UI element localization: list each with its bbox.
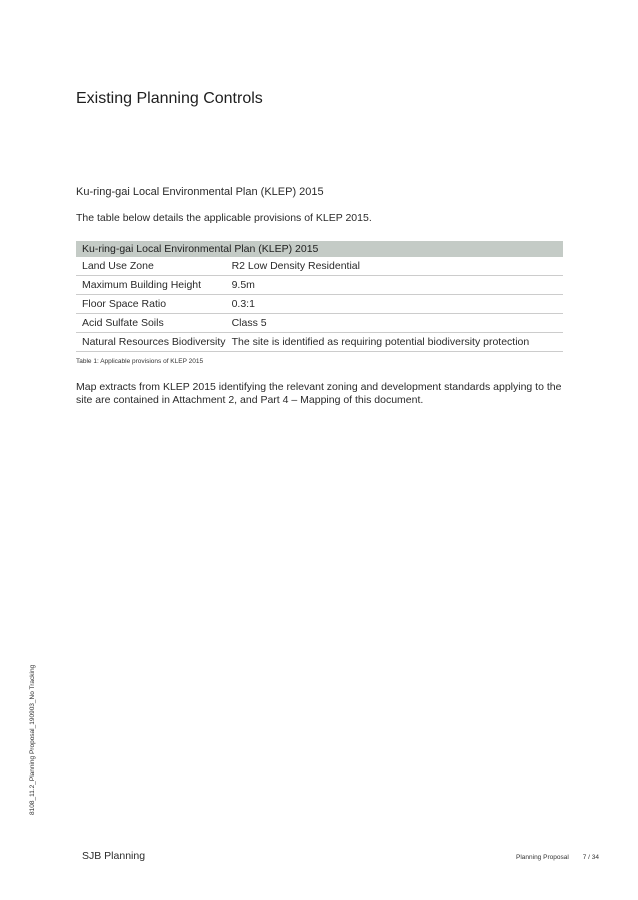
row-label: Acid Sulfate Soils	[76, 314, 226, 333]
page-number: 7 / 34	[582, 854, 600, 861]
row-value: Class 5	[226, 314, 563, 333]
row-label: Natural Resources Biodiversity	[76, 333, 226, 352]
table-header: Ku-ring-gai Local Environmental Plan (KLEP) 2015	[76, 241, 563, 257]
row-label: Floor Space Ratio	[76, 295, 226, 314]
row-value: R2 Low Density Residential	[226, 257, 563, 276]
footer-doc-name: Planning Proposal	[516, 854, 569, 861]
footer-right	[516, 854, 599, 861]
document-reference-sidebar: 8108_11.2_Planning Proposal_190903_No Tracking	[29, 664, 36, 815]
body-paragraph: Map extracts from KLEP 2015 identifying the relevant zoning and development standards applying to the site are contained in Attachment 2, and Part 4 – Mapping of this document.	[76, 381, 562, 406]
intro-text: The table below details the applicable provisions of KLEP 2015.	[76, 212, 372, 224]
row-label: Land Use Zone	[76, 257, 226, 276]
table-row	[76, 314, 563, 333]
table-caption: Table 1: Applicable provisions of KLEP 2015	[76, 358, 204, 365]
table-row	[76, 295, 563, 314]
table-row	[76, 276, 563, 295]
klep-provisions-table	[76, 241, 563, 352]
table-row	[76, 333, 563, 352]
table-row	[76, 257, 563, 276]
row-label: Maximum Building Height	[76, 276, 226, 295]
table-header-row	[76, 241, 563, 257]
section-subheading: Ku-ring-gai Local Environmental Plan (KLEP) 2015	[76, 186, 324, 198]
row-value: The site is identified as requiring potential biodiversity protection	[226, 333, 563, 352]
row-value: 0.3:1	[226, 295, 563, 314]
footer-company: SJB Planning	[82, 850, 146, 862]
row-value: 9.5m	[226, 276, 563, 295]
page-title: Existing Planning Controls	[76, 90, 263, 107]
